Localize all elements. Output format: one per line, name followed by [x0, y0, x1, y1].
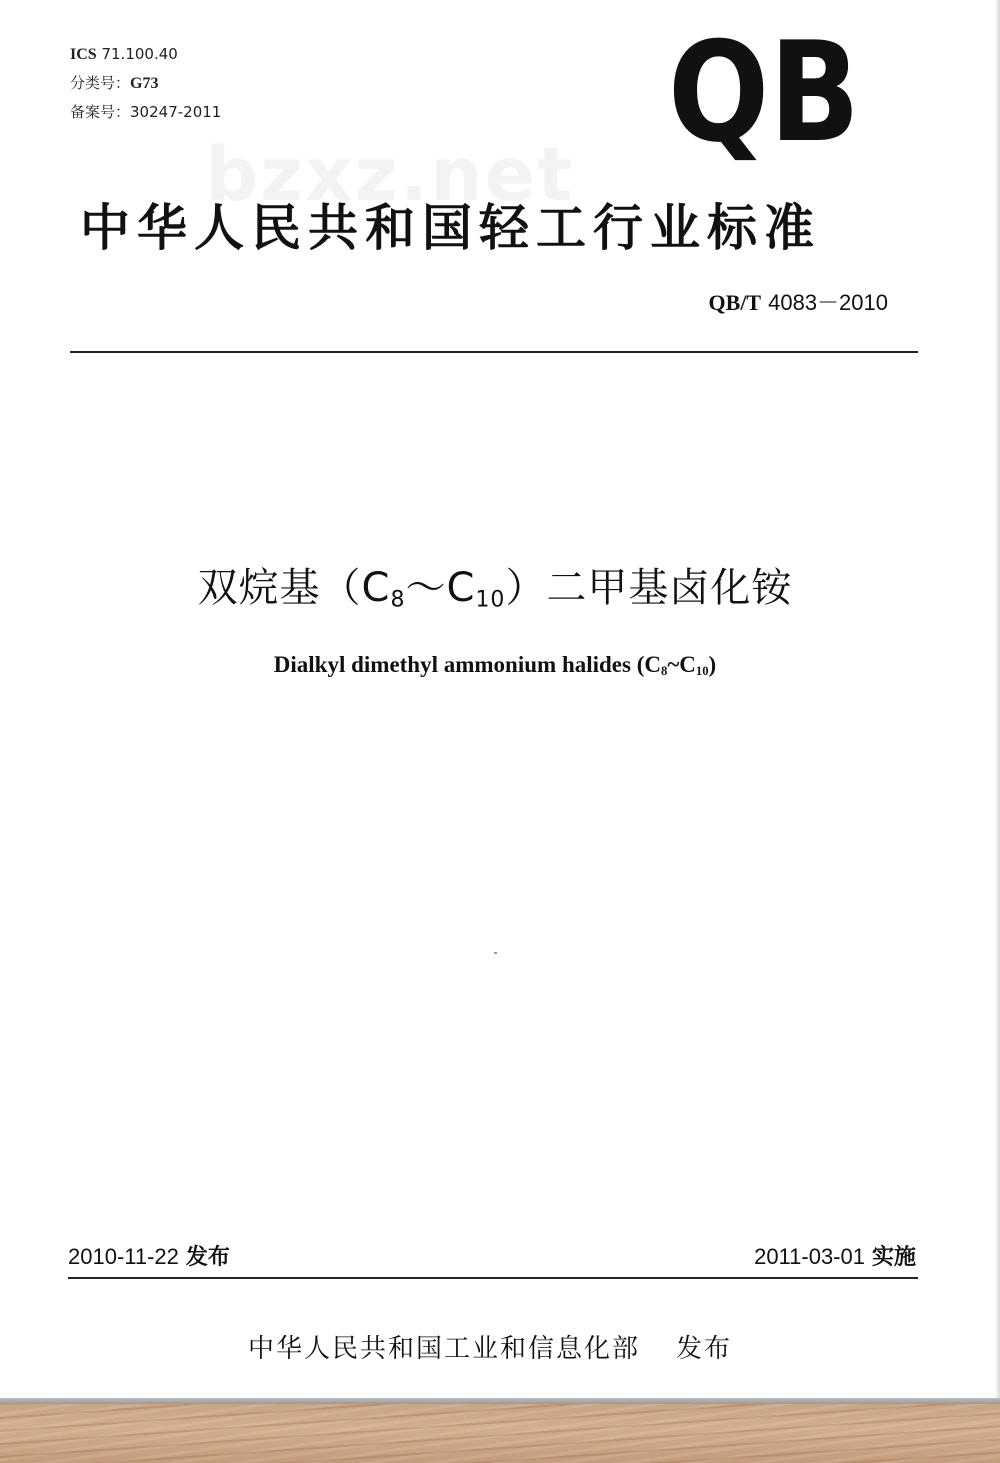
issue-date: [68, 1240, 230, 1271]
title-en-subscript-2: 10: [695, 664, 709, 679]
title-en-suffix: ): [708, 652, 717, 677]
title-en-prefix: Dialkyl dimethyl ammonium halides (C: [273, 652, 661, 677]
category-label: 分类号：: [70, 74, 131, 92]
standard-number: [709, 286, 888, 317]
title-cn-subscript-2: 10: [475, 587, 506, 613]
record-value: 30247-2011: [130, 103, 222, 121]
header-divider: [70, 351, 918, 353]
speck: [494, 952, 497, 954]
record-label: 备案号：: [70, 103, 131, 121]
publisher-line: [248, 1328, 732, 1365]
standard-category-title: 中华人民共和国轻工行业标准: [80, 199, 821, 257]
title-en-subscript-1: 8: [661, 664, 668, 679]
qb-logo-text: QB: [668, 12, 860, 173]
watermark: bzxz.net: [205, 132, 575, 218]
qb-logo: [664, 12, 864, 173]
title-cn-prefix: 双烷基（C: [197, 565, 391, 611]
record-row: [70, 98, 221, 126]
category-value: G73: [130, 75, 159, 92]
issue-date-value: 2010-11-22: [68, 1244, 179, 1269]
standard-number-value: 4083－2010: [768, 290, 888, 315]
title-cn-suffix: ）二甲基卤化铵: [505, 565, 793, 611]
implementation-word: 实施: [871, 1245, 916, 1270]
issue-word: 发布: [185, 1245, 230, 1270]
page-edge-shadow: [996, 0, 1000, 1405]
publisher-name: 中华人民共和国工业和信息化部: [248, 1334, 641, 1364]
implementation-date-value: 2011-03-01: [754, 1244, 865, 1269]
title-en-mid: ~C: [667, 652, 696, 677]
footer-divider: [68, 1277, 918, 1279]
category-row: [70, 69, 221, 98]
wood-surface: [0, 1404, 1000, 1463]
document-title-chinese: [0, 556, 990, 613]
title-cn-mid: ～C: [405, 565, 476, 611]
ics-row: [70, 40, 221, 69]
ics-value: 71.100.40: [101, 45, 178, 63]
publisher-verb: 发布: [676, 1334, 733, 1364]
classification-block: [70, 40, 221, 126]
standard-code: QB/T: [708, 290, 762, 315]
implementation-date: [754, 1240, 916, 1271]
document-title-english: [0, 652, 990, 678]
ics-label: ICS: [70, 46, 97, 63]
title-cn-subscript-1: 8: [390, 587, 406, 613]
